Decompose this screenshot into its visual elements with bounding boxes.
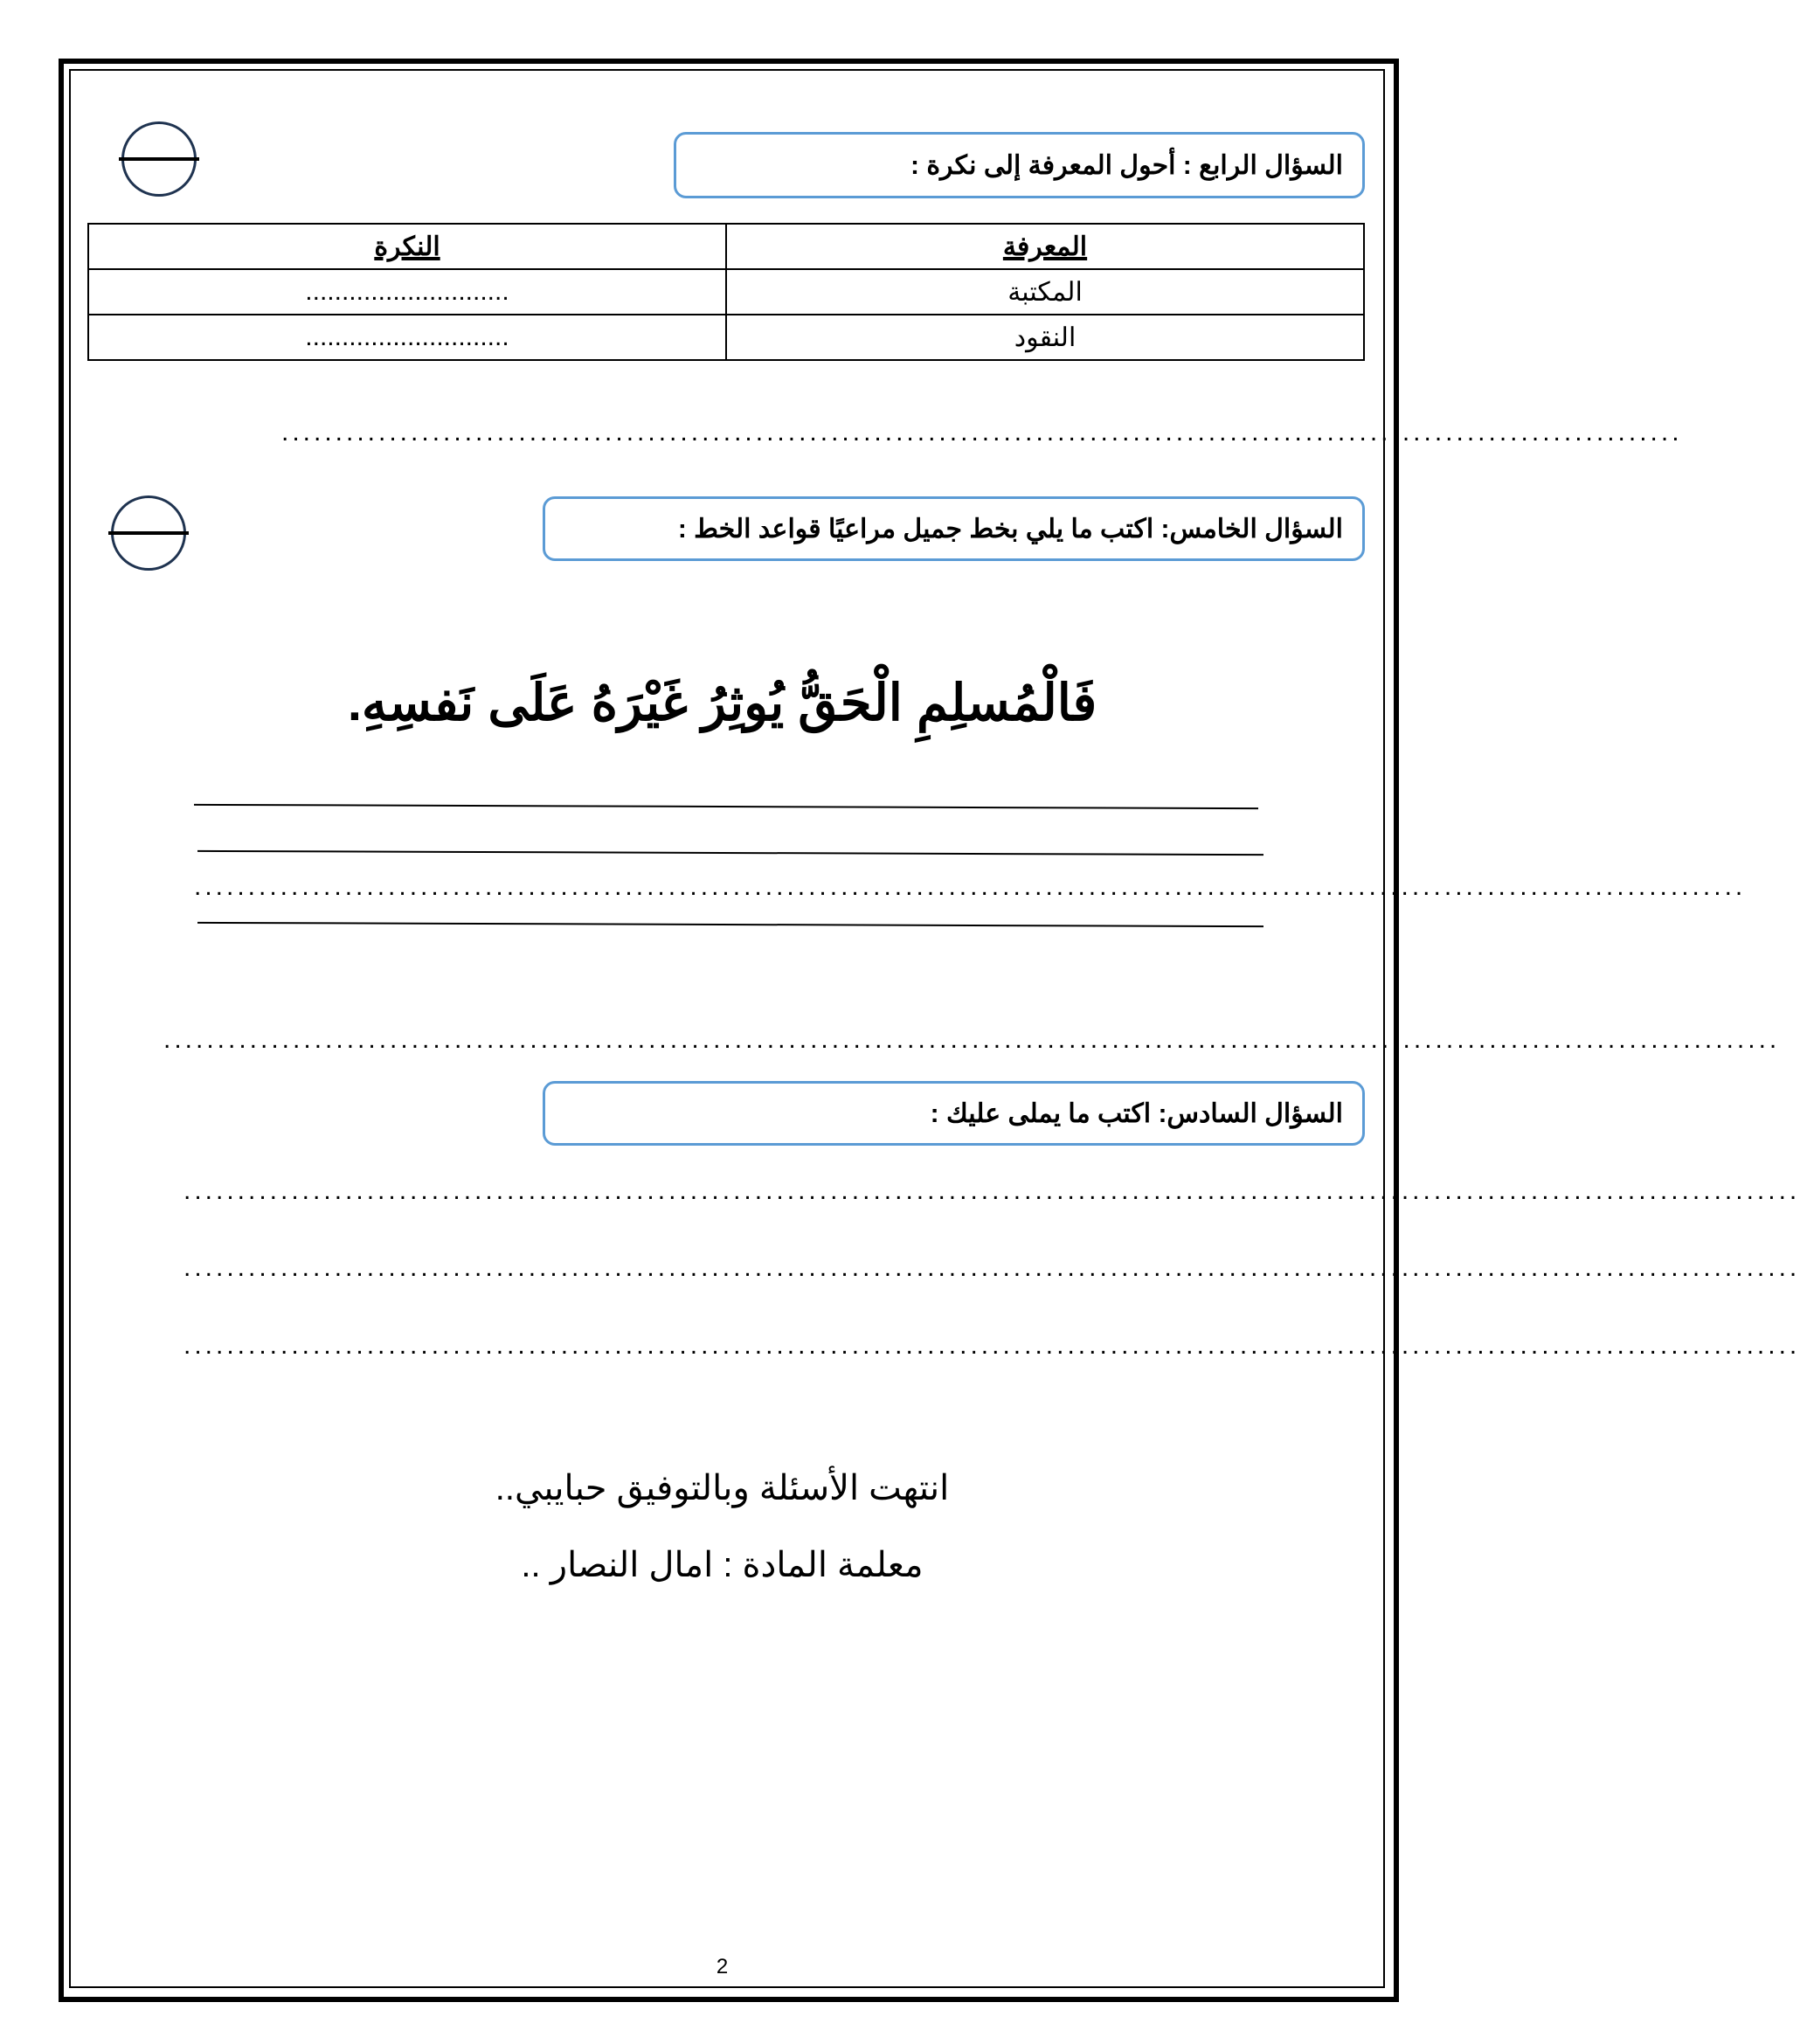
teacher-name: معلمة المادة : امال النصار ..: [521, 1546, 924, 1584]
table-row: [88, 315, 1364, 360]
definite-indefinite-table: [87, 223, 1365, 361]
page-number: 2: [716, 1955, 729, 1978]
question-4-title: السؤال الرابع : أحول المعرفة إلى نكرة :: [910, 150, 1343, 180]
answer-blank[interactable]: ............................: [88, 269, 726, 315]
cell-definite: النقود: [726, 315, 1364, 360]
score-circle-q4: [121, 121, 197, 197]
dotted-line: ..................................................................................................................................: [281, 418, 1683, 447]
dotted-line: ......................................................................................................................................................: [163, 1025, 1781, 1054]
header-definite: المعرفة: [1002, 232, 1088, 261]
question-4-box: [674, 132, 1365, 198]
dictation-line[interactable]: ......................................................................................................................................................: [183, 1253, 1800, 1282]
closing-message: انتهت الأسئلة وبالتوفيق حبايبي..: [495, 1469, 950, 1507]
dictation-line[interactable]: ......................................................................................................................................................: [183, 1331, 1800, 1360]
dictation-line[interactable]: ......................................................................................................................................................: [183, 1176, 1800, 1205]
question-5-box: [543, 496, 1365, 561]
writing-dotted-line[interactable]: ................................................................................................................................................: [194, 872, 1747, 901]
handwriting-sentence: فَالْمُسلِمِ الْحَقُّ يُوثِرُ غَيْرَهُ عَلَى نَفسِهِ.: [347, 675, 1097, 731]
header-indefinite: النكرة: [374, 232, 440, 261]
question-6-title: السؤال السادس: اكتب ما يملى عليك :: [930, 1098, 1343, 1128]
answer-blank[interactable]: ............................: [88, 315, 726, 360]
table-header-row: [88, 224, 1364, 269]
question-6-box: [543, 1081, 1365, 1146]
question-5-title: السؤال الخامس: اكتب ما يلي بخط جميل مراعيًا قواعد الخط :: [677, 514, 1343, 544]
score-circle-q5: [111, 495, 186, 571]
cell-definite: المكتبة: [726, 269, 1364, 315]
table-row: [88, 269, 1364, 315]
